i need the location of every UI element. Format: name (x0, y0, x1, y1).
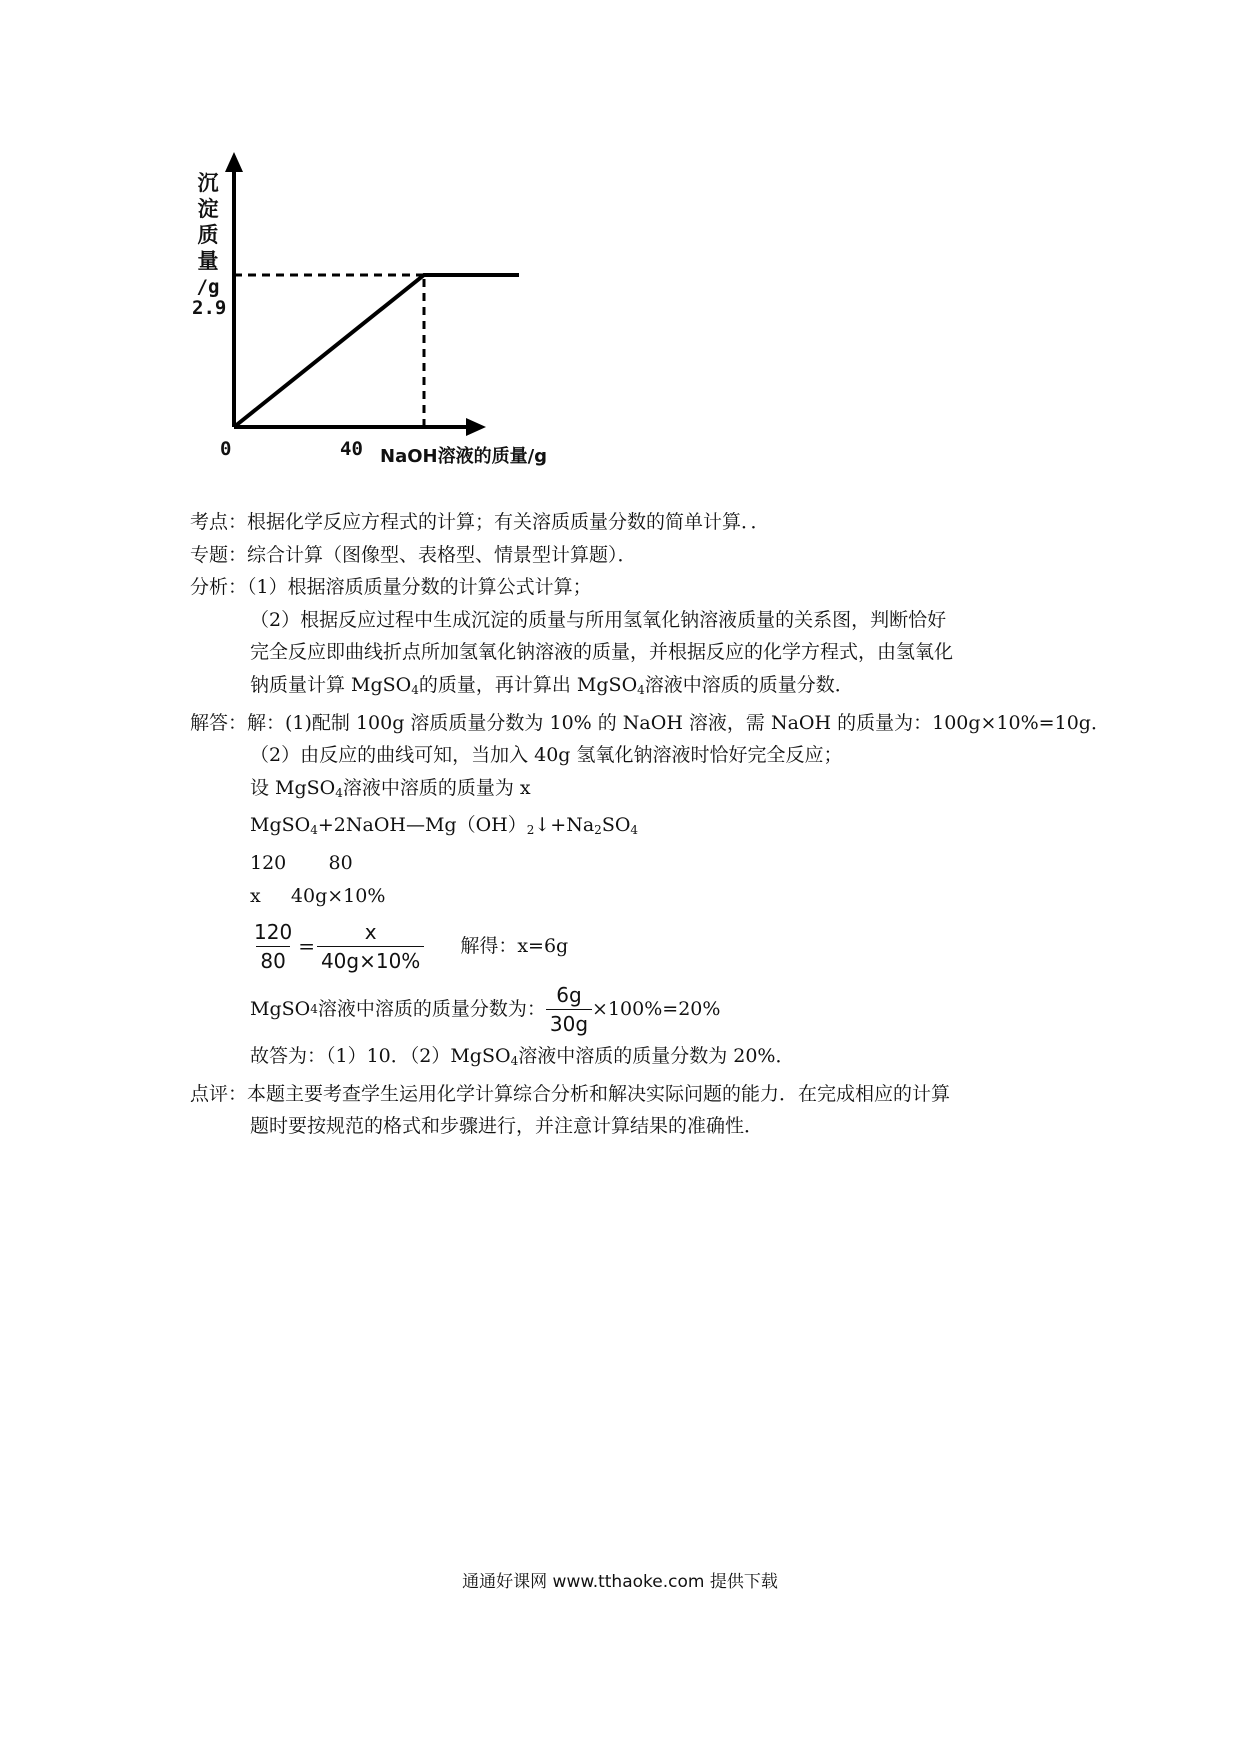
zhuanti-label: 专题： (190, 543, 248, 566)
dianping-label: 点评： (190, 1082, 248, 1105)
subscript: 2 (526, 823, 535, 838)
y-axis-label-char: 质 (197, 223, 219, 247)
precipitate-mass-chart (180, 150, 600, 470)
x-tick-label: 40 (340, 438, 363, 460)
y-axis-label-char: 沉 (197, 171, 219, 195)
fenxi-item-2a: （2）根据反应过程中生成沉淀的质量与所用氢氧化钠溶液质量的关系图，判断恰好 (250, 608, 947, 631)
solution-result: 解得：x=6g (460, 935, 569, 958)
proportion-equation (190, 918, 1070, 975)
subscript: 4 (411, 682, 419, 697)
y-axis-label-unit: /g (196, 276, 220, 298)
fenxi-line (190, 571, 1070, 604)
dianping-line (190, 1078, 1070, 1111)
fenxi-label: 分析： (190, 576, 248, 599)
zhuanti-line (190, 539, 1070, 572)
text-fragment: 的质量，再计算出 MgSO (418, 673, 638, 696)
text-fragment: MgSO (250, 998, 311, 1021)
denominator: 30g (546, 1009, 592, 1038)
zhuanti-text: 综合计算（图像型、表格型、情景型计算题）． (247, 543, 637, 566)
text-fragment: 溶液中溶质的质量分数为 20%． (518, 1045, 795, 1068)
fraction (317, 918, 424, 975)
dianping-text-1: 本题主要考查学生运用化学计算综合分析和解决实际问题的能力．在完成相应的计算 (247, 1082, 951, 1105)
precipitate-line (234, 275, 519, 427)
text-fragment: 钠质量计算 MgSO (250, 673, 412, 696)
fraction (546, 981, 592, 1038)
actual-mass-row: x 40g×10% (250, 884, 386, 907)
text-fragment: ×100%=20% (592, 998, 721, 1021)
subscript: 4 (310, 1002, 318, 1017)
subscript: 4 (630, 823, 639, 838)
subscript: 4 (510, 1054, 519, 1069)
text-fragment: +2NaOH—Mg（OH） (317, 814, 527, 837)
numerator: x (364, 920, 377, 945)
text-fragment: ↓+Na (534, 814, 595, 837)
chemical-equation (190, 809, 1070, 847)
jieda-item-2: （2）由反应的曲线可知，当加入 40g 氢氧化钠溶液时恰好完全反应； (250, 744, 843, 767)
text-fragment: 溶液中溶质的质量分数． (644, 673, 854, 696)
text-fragment: MgSO (250, 814, 311, 837)
text-fragment: 溶液中溶质的质量分数为： (317, 998, 546, 1021)
kaodian-line (190, 506, 1070, 539)
kaodian-text: 根据化学反应方程式的计算；有关溶质质量分数的简单计算．． (247, 511, 770, 533)
page-footer: 通通好课网 www.tthaoke.com 提供下载 (462, 1572, 778, 1592)
text-fragment: 故答为：（1）10．（2）MgSO (250, 1045, 511, 1068)
x-axis-arrow (466, 418, 486, 436)
relative-mass-row: 120 80 (250, 851, 353, 874)
y-axis-label-char: 量 (197, 249, 219, 273)
numerator: 120 (254, 920, 293, 945)
dianping-text-2: 题时要按规范的格式和步骤进行，并注意计算结果的准确性． (250, 1115, 764, 1138)
fenxi-item-1: （1）根据溶质质量分数的计算公式计算； (247, 576, 592, 599)
set-unknown-line (190, 772, 1070, 810)
text-fragment: 设 MgSO (250, 776, 336, 799)
final-answer (190, 1040, 1070, 1078)
subscript: 4 (335, 785, 343, 800)
subscript: 4 (310, 823, 318, 838)
denominator: 80 (256, 946, 289, 975)
denominator: 40g×10% (317, 946, 424, 975)
origin-label: 0 (220, 438, 232, 460)
subscript: 4 (637, 682, 645, 697)
jieda-line (190, 707, 1110, 740)
y-tick-label: 2.9 (192, 297, 227, 319)
fenxi-item-2b: 完全反应即曲线折点所加氢氧化钠溶液的质量，并根据反应的化学方程式，由氢氧化 (250, 641, 954, 664)
solution-text (190, 506, 1110, 1143)
jieda-item-1: 解：(1)配制 100g 溶质质量分数为 10% 的 NaOH 溶液，需 NaOH 的质量为：100g×10%=10g． (247, 711, 1110, 734)
mass-fraction-line (190, 981, 1070, 1038)
fenxi-item-2c (190, 669, 1070, 707)
text-fragment: SO (601, 814, 631, 837)
x-axis-label: NaOH溶液的质量/g (380, 446, 548, 467)
kaodian-label: 考点： (190, 511, 248, 533)
chart-plot (180, 150, 600, 470)
equals-sign: = (298, 934, 315, 959)
y-axis-label-char: 淀 (197, 197, 219, 221)
text-fragment: 溶液中溶质的质量为 x (342, 776, 531, 799)
y-axis-arrow (225, 152, 243, 172)
fraction (250, 918, 296, 975)
numerator: 6g (556, 983, 582, 1008)
jieda-label: 解答： (190, 711, 248, 734)
subscript: 2 (594, 823, 602, 838)
